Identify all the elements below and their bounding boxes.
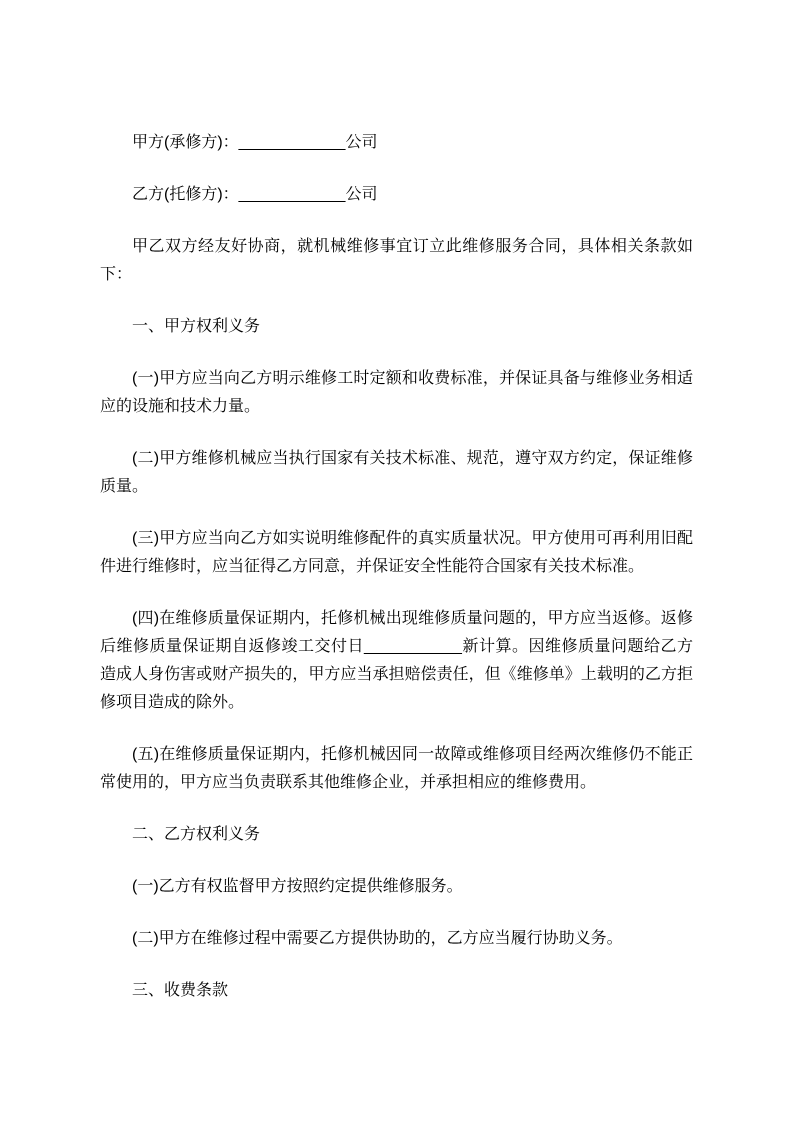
clause-1-2: (二)甲方维修机械应当执行国家有关技术标准、规范，遵守双方约定，保证维修质量。 bbox=[100, 450, 693, 495]
clause-2-2: (二)甲方在维修过程中需要乙方提供协助的，乙方应当履行协助义务。 bbox=[132, 930, 623, 947]
party-b-line: 乙方(托修方)：____________公司 bbox=[132, 186, 378, 203]
clause-1-4: (四)在维修质量保证期内，托修机械出现维修质量问题的，甲方应当返修。返修后维修质量保证期自返修竣工交付日___________新计算。因维修质量问题给乙方造成人身伤害或财产损失的，甲方应当承担赔偿责任，但《维修单》上载明的乙方拒修项目造成的除外。 bbox=[100, 610, 693, 711]
clause-1-3: (三)甲方应当向乙方如实说明维修配件的真实质量状况。甲方使用可再利用旧配件进行维修时，应当征得乙方同意，并保证安全性能符合国家有关技术标准。 bbox=[100, 530, 693, 575]
section-1-heading: 一、甲方权利义务 bbox=[132, 318, 261, 335]
section-3-heading: 三、收费条款 bbox=[132, 982, 229, 999]
clause-1-5: (五)在维修质量保证期内，托修机械因同一故障或维修项目经两次维修仍不能正常使用的，甲方应当负责联系其他维修企业，并承担相应的维修费用。 bbox=[100, 746, 693, 791]
clause-2-1: (一)乙方有权监督甲方按照约定提供维修服务。 bbox=[132, 878, 463, 895]
party-a-line: 甲方(承修方)：____________公司 bbox=[132, 134, 378, 151]
section-2-heading: 二、乙方权利义务 bbox=[132, 826, 261, 843]
clause-1-1: (一)甲方应当向乙方明示维修工时定额和收费标准，并保证具备与维修业务相适应的设施和技术力量。 bbox=[100, 370, 693, 415]
intro-paragraph: 甲乙双方经友好协商，就机械维修事宜订立此维修服务合同，具体相关条款如下： bbox=[100, 238, 693, 283]
